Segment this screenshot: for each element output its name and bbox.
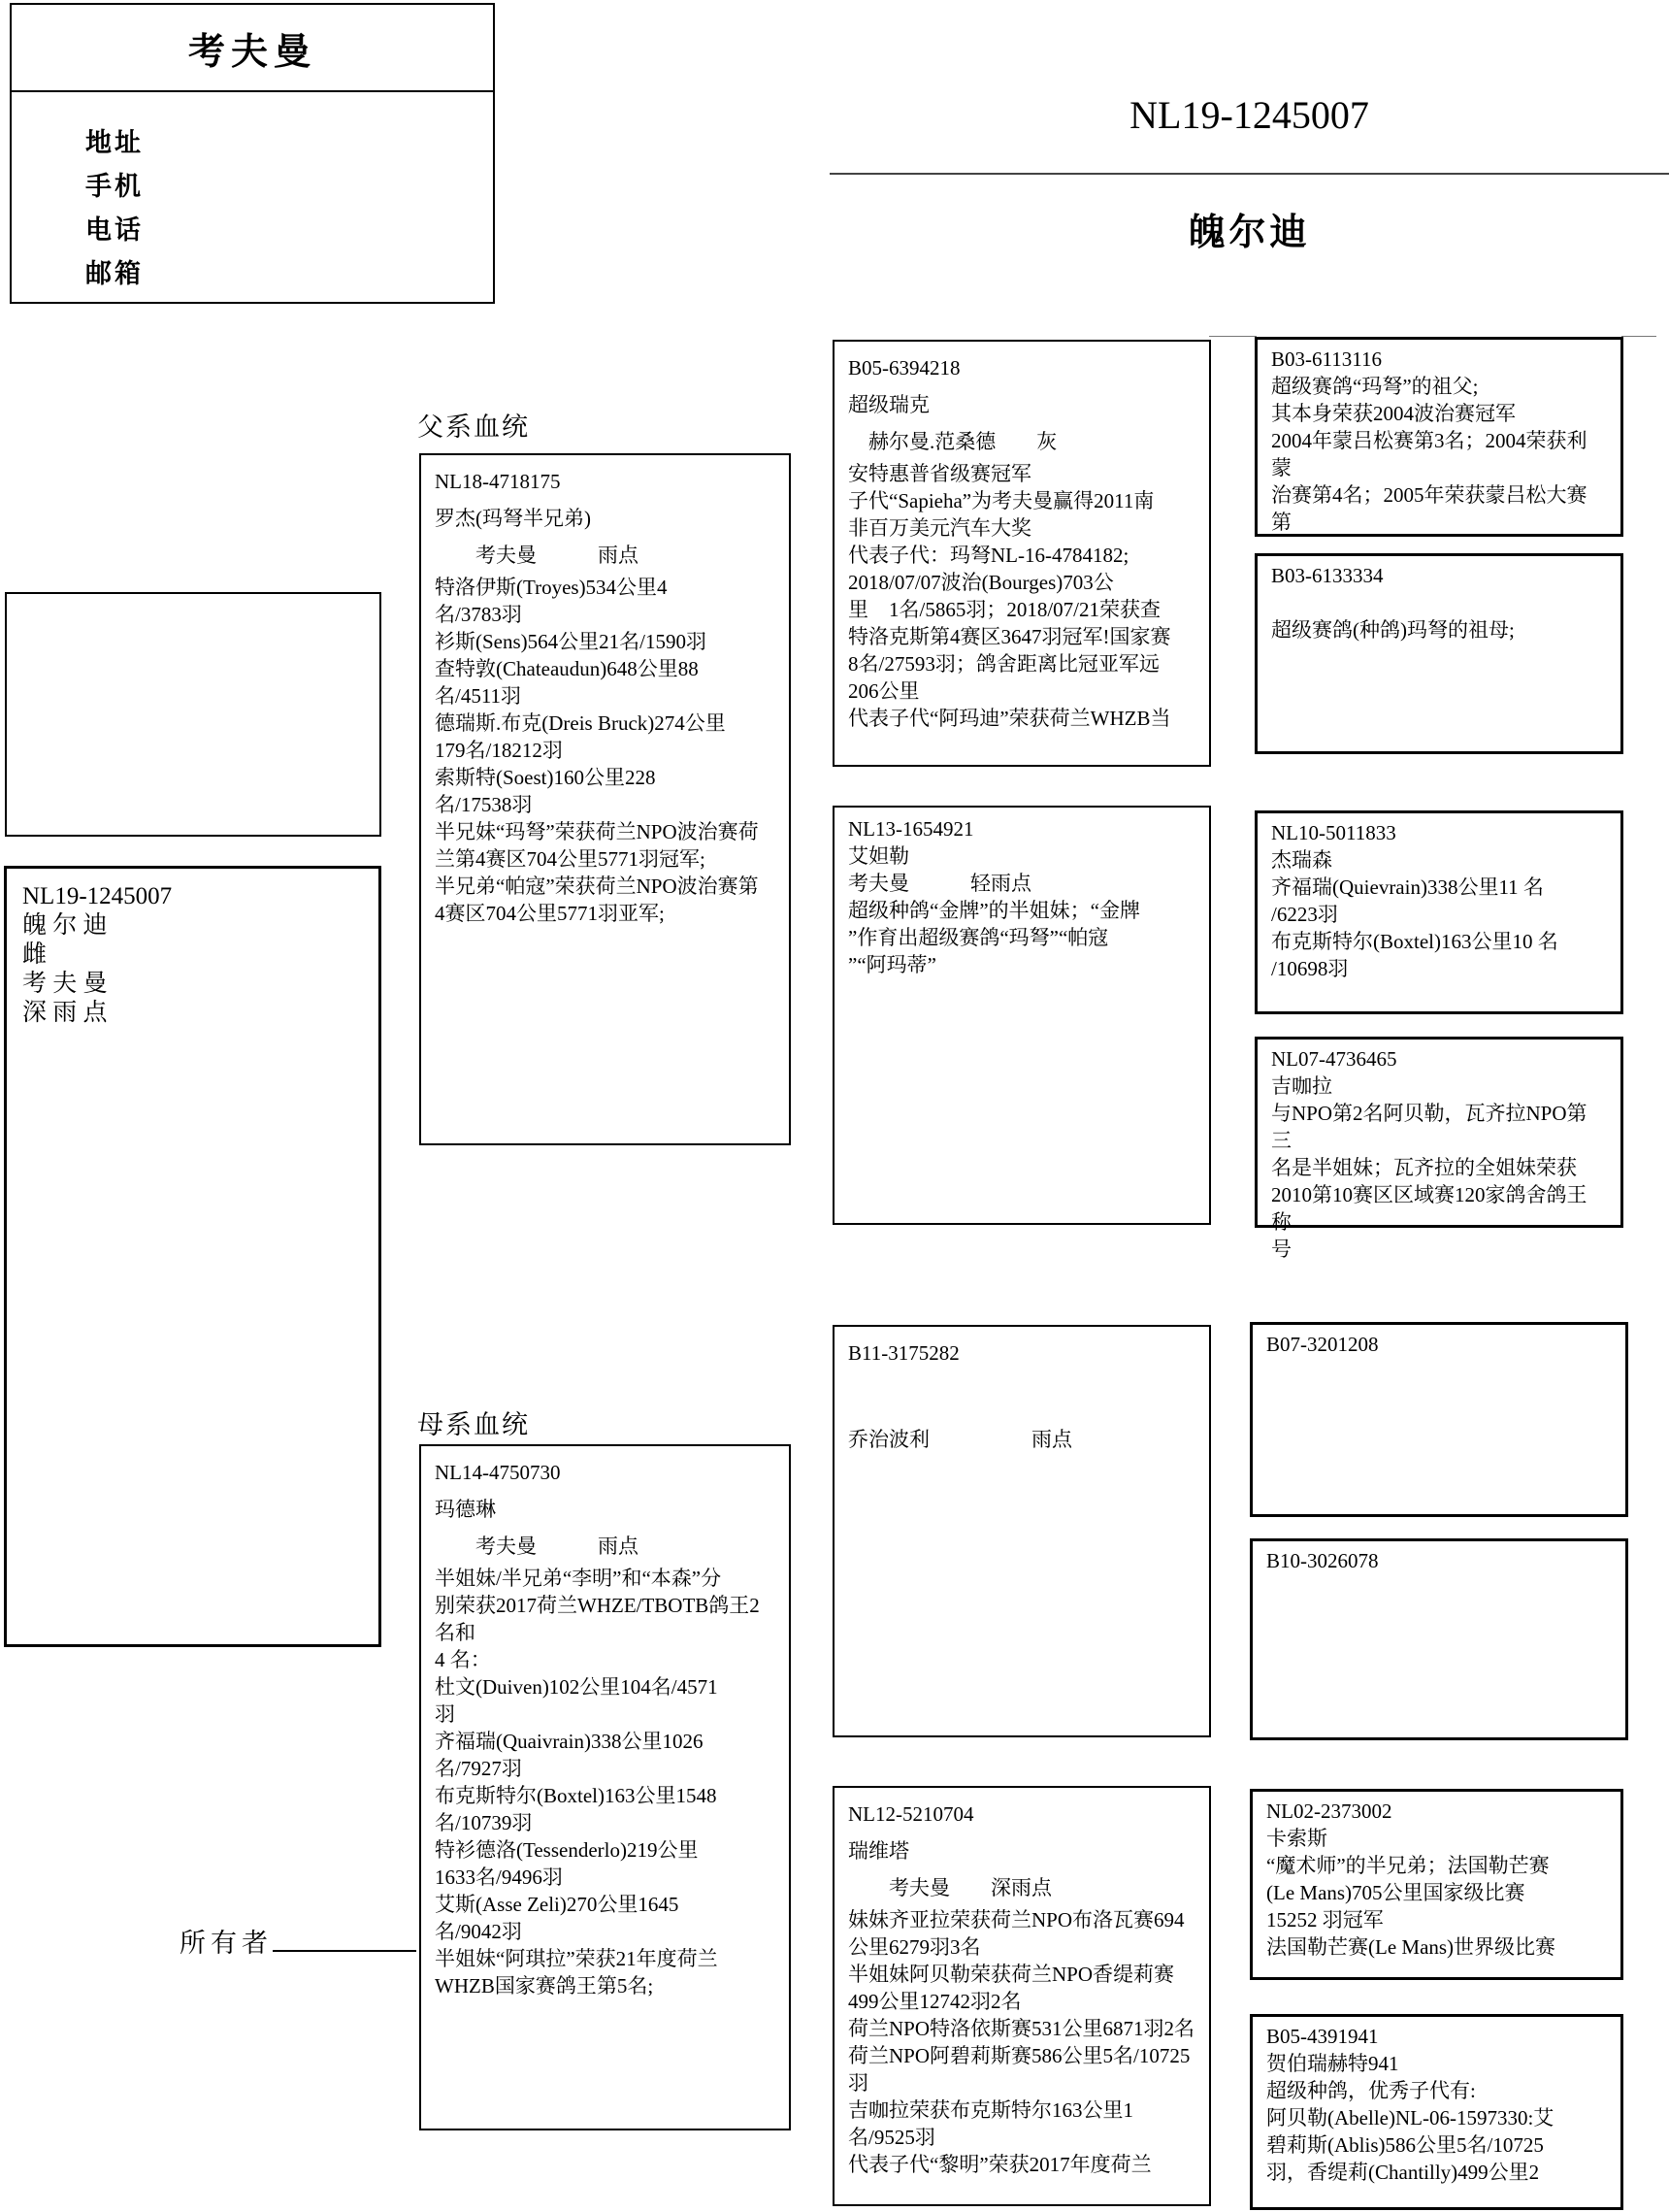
text-line: 代表子代“阿玛迪”荣获荷兰WHZB当 <box>848 707 1171 730</box>
sire-results <box>435 574 775 927</box>
page-title-ring-number: NL19-1245007 <box>1129 93 1369 137</box>
text-line: 名是半姐妹；瓦齐拉的全姐妹荣获 <box>1271 1156 1577 1179</box>
text-line: (Le Mans)705公里国家级比赛 <box>1266 1881 1525 1904</box>
text-line: 羽 <box>848 2071 868 2095</box>
text-line: 布克斯特尔(Boxtel)163公里1548 <box>435 1784 717 1807</box>
pedigree-box-dam-dam-sire <box>1250 1789 1623 1980</box>
pedigree-box-dam-dam <box>833 1786 1211 2206</box>
section-label-dam-line: 母系血统 <box>417 1410 530 1439</box>
text-line: 15252 羽冠军 <box>1266 1908 1384 1931</box>
text-line: 妹妹齐亚拉荣获荷兰NPO布洛瓦赛694 <box>848 1908 1185 1931</box>
contact-field-email: 邮箱 <box>85 259 144 288</box>
text-line: 卡索斯 <box>1266 1827 1327 1850</box>
text-line: 名/10739羽 <box>435 1811 533 1834</box>
text-line: 考夫曼 雨点 <box>435 544 638 567</box>
dam-sire-header <box>848 1335 1195 1371</box>
text-line: 超级种鸽“金牌”的半姐妹；“金牌 <box>848 899 1140 922</box>
pedigree-box-sire-sire-dam <box>1255 553 1623 754</box>
text-line: 索斯特(Soest)160公里228 <box>435 766 656 789</box>
text-line: 别荣获2017荷兰WHZE/TBOTB鸽王2名和 <box>435 1594 760 1644</box>
text-line: 考夫曼 雨点 <box>435 1535 638 1558</box>
text-line <box>848 1371 1195 1399</box>
text-line: NL18-4718175 <box>435 470 561 493</box>
subject-bird-details <box>22 882 363 1028</box>
contact-field-phone: 电话 <box>85 215 144 245</box>
text-line: 半姐妹阿贝勒荣获荷兰NPO香缇莉赛 <box>848 1963 1175 1986</box>
owner-signature-label: 所有者 <box>180 1929 273 1958</box>
pedigree-box-sire-dam-sire <box>1255 810 1623 1014</box>
sire-sire-header <box>848 349 1195 460</box>
text-line: 雌 <box>22 941 48 968</box>
bird-photo-placeholder <box>5 592 381 837</box>
text-line: 布克斯特尔(Boxtel)163公里10 名 <box>1271 930 1558 953</box>
text-line: NL12-5210704 <box>848 1802 974 1826</box>
text-line: “魔术师”的半兄弟；法国勒芒赛 <box>1266 1854 1550 1877</box>
text-line: 深 雨 点 <box>22 1000 108 1026</box>
text-line: NL02-2373002 <box>1266 1799 1392 1823</box>
dam-dam-results <box>848 1906 1195 2178</box>
text-line: NL19-1245007 <box>22 883 173 909</box>
sire-dam-results <box>848 815 1195 978</box>
text-line: 兰第4赛区704公里5771羽冠军; <box>435 847 705 871</box>
text-line: NL13-1654921 <box>848 817 974 841</box>
text-line: /6223羽 <box>1271 903 1338 926</box>
text-line: 荷兰NPO阿碧莉斯赛586公里5名/10725 <box>848 2044 1191 2067</box>
text-line: 号 <box>1271 1238 1292 1261</box>
pedigree-box-sire-dam-dam <box>1255 1037 1623 1261</box>
text-line: 特洛克斯第4赛区3647羽冠军!国家赛 <box>848 625 1171 648</box>
text-line: NL10-5011833 <box>1271 821 1396 844</box>
text-line: 179名/18212羽 <box>435 739 563 762</box>
dam-results <box>435 1565 775 1999</box>
text-line: ”作育出超级赛鸽“玛弩”“帕寇 <box>848 926 1109 949</box>
subject-bird-box <box>4 866 381 1647</box>
text-line: 阿贝勒(Abelle)NL-06-1597330:艾 <box>1266 2106 1554 2129</box>
text-line: B05-4391941 <box>1266 2025 1379 2048</box>
text-line: 安特惠普省级赛冠军 <box>848 462 1031 485</box>
text-line: 法国勒芒赛(Le Mans)世界级比赛 <box>1266 1935 1556 1959</box>
text-line: 荷兰NPO特洛依斯赛531公里6871羽2名 <box>848 2017 1195 2040</box>
text-line: 名/9042羽 <box>435 1920 522 1943</box>
pedigree-box-sire <box>419 453 791 1145</box>
connector-line <box>1209 336 1257 337</box>
sire-dam-dam-results <box>1271 1045 1607 1263</box>
pedigree-box-sire-sire-sire <box>1255 337 1623 537</box>
text-line <box>1271 589 1607 616</box>
pedigree-box-dam-sire-dam <box>1250 1538 1628 1740</box>
text-line: 超级赛鸽(种鸽)玛弩的祖母; <box>1271 618 1515 642</box>
text-line: 吉咖拉荣获布克斯特尔163公里1 <box>848 2098 1133 2122</box>
text-line: 碧莉斯(Ablis)586公里5名/10725 <box>1266 2133 1544 2157</box>
text-line: 治赛第4名；2005年荣获蒙吕松大赛第 <box>1271 483 1587 534</box>
text-line: 查特敦(Chateaudun)648公里88 <box>435 657 699 680</box>
text-line: 德瑞斯.布克(Dreis Bruck)274公里 <box>435 711 726 735</box>
text-line: 半兄弟“帕寇”荣获荷兰NPO波治赛第 <box>435 875 759 898</box>
owner-signature-line <box>180 1922 416 1960</box>
sire-sire-sire-results <box>1271 346 1607 536</box>
connector-line <box>1621 336 1656 337</box>
text-line: B07-3201208 <box>1266 1333 1379 1356</box>
text-line: 衫斯(Sens)564公里21名/1590羽 <box>435 630 706 653</box>
text-line: 魄 尔 迪 <box>22 912 108 939</box>
loft-name: 考夫曼 <box>12 5 493 92</box>
text-line: B11-3175282 <box>848 1341 960 1365</box>
text-line: 代表子代“黎明”荣获2017年度荷兰 <box>848 2153 1152 2176</box>
dam-dam-dam-results <box>1266 2023 1607 2186</box>
text-line: B10-3026078 <box>1266 1549 1379 1572</box>
section-label-sire-line: 父系血统 <box>417 413 530 442</box>
sire-sire-results <box>848 460 1195 732</box>
pedigree-box-dam-dam-dam <box>1250 2014 1623 2210</box>
text-line: NL14-4750730 <box>435 1461 561 1484</box>
dam-dam-sire-results <box>1266 1798 1607 1961</box>
text-line: 罗杰(玛弩半兄弟) <box>435 507 591 530</box>
text-line: 2018/07/07波治(Bourges)703公 <box>848 571 1114 594</box>
text-line: 艾斯(Asse Zeli)270公里1645 <box>435 1893 679 1916</box>
owner-contact-fields <box>12 92 493 296</box>
text-line: 瑞维塔 <box>848 1839 909 1863</box>
page-title-bird-name: 魄尔迪 <box>1188 213 1311 253</box>
text-line: /10698羽 <box>1271 957 1349 980</box>
text-line: 贺伯瑞赫特941 <box>1266 2052 1399 2075</box>
pedigree-box-dam <box>419 1444 791 2130</box>
sire-header <box>435 463 775 574</box>
text-line: 吉咖拉 <box>1271 1074 1332 1098</box>
text-line: 超级种鸽，优秀子代有: <box>1266 2079 1476 2102</box>
text-line: 子代“Sapieha”为考夫曼赢得2011南 <box>848 489 1155 512</box>
text-line: 玛德琳 <box>435 1498 496 1521</box>
text-line: 杰瑞森 <box>1271 848 1332 872</box>
text-line: 公里6279羽3名 <box>848 1935 981 1959</box>
dam-dam-header <box>848 1796 1195 1906</box>
text-line: 艾妲勒 <box>848 844 909 868</box>
text-line: 半姐妹/半兄弟“李明”和“本森”分 <box>435 1567 722 1590</box>
text-line: B05-6394218 <box>848 356 961 380</box>
text-line: 名/3783羽 <box>435 603 522 626</box>
text-line: 名/7927羽 <box>435 1757 522 1780</box>
signature-blank <box>273 1925 416 1952</box>
text-line: 4 名： <box>435 1648 491 1671</box>
text-line: 羽，香缇莉(Chantilly)499公里2 <box>1266 2161 1540 2184</box>
text-line: 其本身荣获2004波治赛冠军 <box>1271 402 1516 425</box>
text-line <box>848 1399 1195 1426</box>
dam-sire-results <box>848 1371 1195 1453</box>
pedigree-box-dam-sire <box>833 1325 1211 1737</box>
text-line: WHZB国家赛鸽王第5名; <box>435 1974 654 1997</box>
header-divider <box>830 173 1669 175</box>
text-line: 考夫曼 轻雨点 <box>848 872 1031 895</box>
text-line: ”“阿玛蒂” <box>848 953 936 976</box>
text-line: 名/4511羽 <box>435 684 522 708</box>
text-line: 赫尔曼.范桑德 灰 <box>848 430 1058 453</box>
text-line: 杜文(Duiven)102公里104名/4571 <box>435 1675 718 1699</box>
text-line: 特洛伊斯(Troyes)534公里4 <box>435 576 668 599</box>
dam-sire-sire-results <box>1266 1331 1612 1358</box>
text-line: 名/9525羽 <box>848 2126 935 2149</box>
dam-sire-dam-results <box>1266 1547 1612 1574</box>
text-line: B03-6113116 <box>1271 347 1382 371</box>
text-line: 2004年蒙吕松赛第3名；2004荣获利蒙 <box>1271 429 1587 479</box>
sire-dam-sire-results <box>1271 819 1607 982</box>
pedigree-box-dam-sire-sire <box>1250 1322 1628 1517</box>
text-line: 特衫德洛(Tessenderlo)219公里 <box>435 1838 699 1862</box>
text-line: 8名/27593羽；鸽舍距离比冠亚军远 <box>848 652 1160 676</box>
text-line: 乔治波利 雨点 <box>848 1428 1072 1451</box>
text-line: 半兄妹“玛弩”荣获荷兰NPO波治赛荷 <box>435 820 759 843</box>
text-line: 2010第10赛区区域赛120家鸽舍鸽王称 <box>1271 1183 1587 1234</box>
text-line: 非百万美元汽车大奖 <box>848 516 1031 540</box>
text-line: 考 夫 曼 <box>22 971 108 997</box>
text-line: 半姐妹“阿琪拉”荣获21年度荷兰 <box>435 1947 718 1970</box>
pedigree-box-sire-sire <box>833 340 1211 767</box>
text-line: B03-6133334 <box>1271 564 1384 587</box>
text-line: 齐福瑞(Quaivrain)338公里1026 <box>435 1730 704 1753</box>
text-line: 代表子代：玛弩NL-16-4784182; <box>848 544 1129 567</box>
text-line: 与NPO第2名阿贝勒，瓦齐拉NPO第三 <box>1271 1102 1587 1152</box>
dam-header <box>435 1454 775 1565</box>
text-line: 1633名/9496羽 <box>435 1865 563 1889</box>
text-line: 名/17538羽 <box>435 793 533 816</box>
owner-card <box>10 3 495 304</box>
text-line: 里 1名/5865羽；2018/07/21荣获查 <box>848 598 1162 621</box>
text-line: NL07-4736465 <box>1271 1047 1397 1071</box>
sire-sire-dam-results <box>1271 562 1607 644</box>
contact-field-address: 地址 <box>85 128 144 157</box>
text-line: 超级瑞克 <box>848 393 930 416</box>
text-line: 齐福瑞(Quievrain)338公里11 名 <box>1271 875 1544 899</box>
text-line: 羽 <box>435 1702 455 1726</box>
contact-field-mobile: 手机 <box>85 172 144 201</box>
text-line: 206公里 <box>848 679 920 703</box>
text-line: 超级赛鸽“玛弩”的祖父; <box>1271 375 1479 398</box>
text-line: 4赛区704公里5771羽亚军; <box>435 902 665 925</box>
text-line: 考夫曼 深雨点 <box>848 1876 1052 1899</box>
pedigree-box-sire-dam <box>833 806 1211 1225</box>
text-line: 499公里12742羽2名 <box>848 1990 1022 2013</box>
